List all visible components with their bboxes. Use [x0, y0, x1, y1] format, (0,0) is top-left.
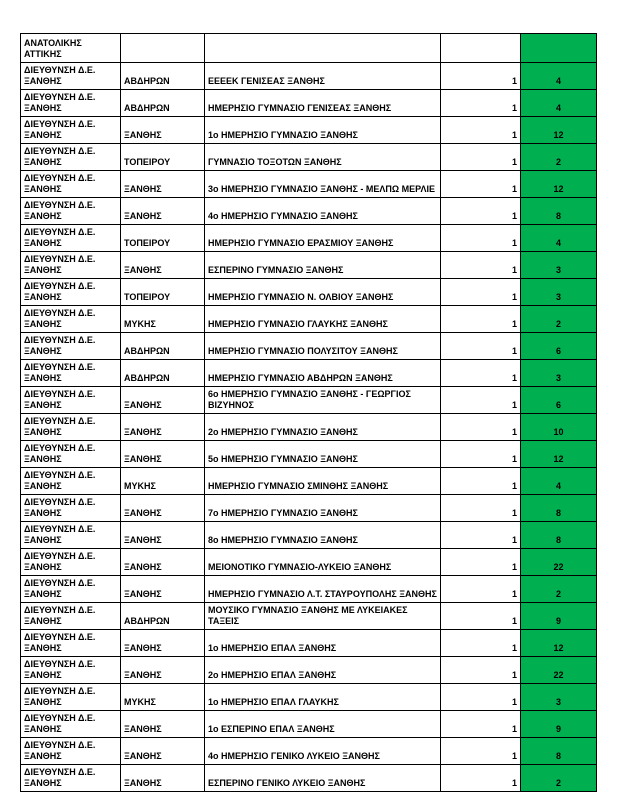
cell-municipality: ΞΑΝΘΗΣ: [121, 738, 205, 765]
table-row: [21, 684, 597, 711]
cell-school: 3ο ΗΜΕΡΗΣΙΟ ΓΥΜΝΑΣΙΟ ΞΑΝΘΗΣ - ΜΕΛΠΩ ΜΕΡΛΙΕ: [205, 171, 441, 198]
table-row: [21, 495, 597, 522]
cell-value: [521, 34, 597, 63]
cell-count: 1: [441, 198, 521, 225]
cell-count: 1: [441, 117, 521, 144]
table-row: [21, 711, 597, 738]
cell-school: ΓΥΜΝΑΣΙΟ ΤΟΞΟΤΩΝ ΞΑΝΘΗΣ: [205, 144, 441, 171]
cell-municipality: ΤΟΠΕΙΡΟΥ: [121, 279, 205, 306]
cell-school: 4ο ΗΜΕΡΗΣΙΟ ΓΕΝΙΚΟ ΛΥΚΕΙΟ ΞΑΝΘΗΣ: [205, 738, 441, 765]
table-row: [21, 90, 597, 117]
table-row: [21, 765, 597, 792]
cell-municipality: ΜΥΚΗΣ: [121, 684, 205, 711]
cell-school: ΜΟΥΣΙΚΟ ΓΥΜΝΑΣΙΟ ΞΑΝΘΗΣ ΜΕ ΛΥΚΕΙΑΚΕΣ ΤΑΞΕΙΣ: [205, 603, 441, 630]
cell-count: 1: [441, 414, 521, 441]
cell-value: 8: [521, 495, 597, 522]
cell-directorate: ΔΙΕΥΘΥΝΣΗ Δ.Ε. ΞΑΝΘΗΣ: [21, 657, 121, 684]
cell-municipality: ΞΑΝΘΗΣ: [121, 549, 205, 576]
cell-school: 1ο ΗΜΕΡΗΣΙΟ ΓΥΜΝΑΣΙΟ ΞΑΝΘΗΣ: [205, 117, 441, 144]
cell-school: 8ο ΗΜΕΡΗΣΙΟ ΓΥΜΝΑΣΙΟ ΞΑΝΘΗΣ: [205, 522, 441, 549]
cell-municipality: ΞΑΝΘΗΣ: [121, 441, 205, 468]
table-body: [21, 34, 597, 792]
cell-municipality: ΞΑΝΘΗΣ: [121, 657, 205, 684]
cell-count: 1: [441, 576, 521, 603]
cell-directorate: ΔΙΕΥΘΥΝΣΗ Δ.Ε. ΞΑΝΘΗΣ: [21, 360, 121, 387]
cell-directorate: ΔΙΕΥΘΥΝΣΗ Δ.Ε. ΞΑΝΘΗΣ: [21, 90, 121, 117]
table-row: [21, 657, 597, 684]
cell-count: 1: [441, 711, 521, 738]
table-row: [21, 360, 597, 387]
cell-value: 4: [521, 90, 597, 117]
cell-directorate: ΔΙΕΥΘΥΝΣΗ Δ.Ε. ΞΑΝΘΗΣ: [21, 414, 121, 441]
cell-school: 5ο ΗΜΕΡΗΣΙΟ ΓΥΜΝΑΣΙΟ ΞΑΝΘΗΣ: [205, 441, 441, 468]
cell-municipality: ΑΒΔΗΡΩΝ: [121, 90, 205, 117]
cell-count: 1: [441, 333, 521, 360]
cell-directorate: ΔΙΕΥΘΥΝΣΗ Δ.Ε. ΞΑΝΘΗΣ: [21, 441, 121, 468]
table-row: [21, 603, 597, 630]
cell-municipality: ΞΑΝΘΗΣ: [121, 171, 205, 198]
cell-school: 4ο ΗΜΕΡΗΣΙΟ ΓΥΜΝΑΣΙΟ ΞΑΝΘΗΣ: [205, 198, 441, 225]
cell-value: 8: [521, 522, 597, 549]
cell-value: 9: [521, 603, 597, 630]
cell-school: ΗΜΕΡΗΣΙΟ ΓΥΜΝΑΣΙΟ Λ.Τ. ΣΤΑΥΡΟΥΠΟΛΗΣ ΞΑΝΘΗΣ: [205, 576, 441, 603]
table-row: [21, 549, 597, 576]
table-row: [21, 171, 597, 198]
cell-municipality: ΞΑΝΘΗΣ: [121, 414, 205, 441]
cell-count: 1: [441, 387, 521, 414]
table-row: [21, 468, 597, 495]
cell-directorate: ΔΙΕΥΘΥΝΣΗ Δ.Ε. ΞΑΝΘΗΣ: [21, 495, 121, 522]
cell-directorate: ΔΙΕΥΘΥΝΣΗ Δ.Ε. ΞΑΝΘΗΣ: [21, 549, 121, 576]
cell-value: 22: [521, 657, 597, 684]
cell-municipality: ΜΥΚΗΣ: [121, 468, 205, 495]
cell-municipality: ΑΒΔΗΡΩΝ: [121, 603, 205, 630]
cell-count: 1: [441, 630, 521, 657]
cell-school: ΕΕΕΕΚ ΓΕΝΙΣΕΑΣ ΞΑΝΘΗΣ: [205, 63, 441, 90]
cell-count: 1: [441, 549, 521, 576]
cell-directorate: ΔΙΕΥΘΥΝΣΗ Δ.Ε. ΞΑΝΘΗΣ: [21, 603, 121, 630]
cell-value: 10: [521, 414, 597, 441]
cell-count: 1: [441, 495, 521, 522]
cell-directorate: ΑΝΑΤΟΛΙΚΗΣ ΑΤΤΙΚΗΣ: [21, 34, 121, 63]
cell-count: 1: [441, 360, 521, 387]
cell-municipality: ΞΑΝΘΗΣ: [121, 576, 205, 603]
cell-municipality: ΞΑΝΘΗΣ: [121, 387, 205, 414]
cell-directorate: ΔΙΕΥΘΥΝΣΗ Δ.Ε. ΞΑΝΘΗΣ: [21, 630, 121, 657]
cell-school: 2ο ΗΜΕΡΗΣΙΟ ΕΠΑΛ ΞΑΝΘΗΣ: [205, 657, 441, 684]
cell-directorate: ΔΙΕΥΘΥΝΣΗ Δ.Ε. ΞΑΝΘΗΣ: [21, 198, 121, 225]
table-row: [21, 576, 597, 603]
cell-school: ΜΕΙΟΝΟΤΙΚΟ ΓΥΜΝΑΣΙΟ-ΛΥΚΕΙΟ ΞΑΝΘΗΣ: [205, 549, 441, 576]
table-row: [21, 387, 597, 414]
cell-value: 3: [521, 684, 597, 711]
cell-count: 1: [441, 279, 521, 306]
cell-value: 12: [521, 630, 597, 657]
table-row: [21, 441, 597, 468]
cell-count: 1: [441, 522, 521, 549]
cell-value: 4: [521, 63, 597, 90]
cell-municipality: ΑΒΔΗΡΩΝ: [121, 63, 205, 90]
cell-value: 2: [521, 576, 597, 603]
cell-directorate: ΔΙΕΥΘΥΝΣΗ Δ.Ε. ΞΑΝΘΗΣ: [21, 117, 121, 144]
cell-count: 1: [441, 603, 521, 630]
cell-municipality: ΞΑΝΘΗΣ: [121, 630, 205, 657]
cell-school: ΗΜΕΡΗΣΙΟ ΓΥΜΝΑΣΙΟ Ν. ΟΛΒΙΟΥ ΞΑΝΘΗΣ: [205, 279, 441, 306]
cell-directorate: ΔΙΕΥΘΥΝΣΗ Δ.Ε. ΞΑΝΘΗΣ: [21, 333, 121, 360]
cell-value: 12: [521, 117, 597, 144]
cell-directorate: ΔΙΕΥΘΥΝΣΗ Δ.Ε. ΞΑΝΘΗΣ: [21, 171, 121, 198]
cell-municipality: ΤΟΠΕΙΡΟΥ: [121, 144, 205, 171]
table-row: [21, 738, 597, 765]
cell-value: 2: [521, 306, 597, 333]
table-row: [21, 63, 597, 90]
cell-directorate: ΔΙΕΥΘΥΝΣΗ Δ.Ε. ΞΑΝΘΗΣ: [21, 576, 121, 603]
cell-school: ΗΜΕΡΗΣΙΟ ΓΥΜΝΑΣΙΟ ΣΜΙΝΘΗΣ ΞΑΝΘΗΣ: [205, 468, 441, 495]
cell-municipality: ΤΟΠΕΙΡΟΥ: [121, 225, 205, 252]
cell-municipality: ΑΒΔΗΡΩΝ: [121, 360, 205, 387]
cell-municipality: ΑΒΔΗΡΩΝ: [121, 333, 205, 360]
table-row: [21, 414, 597, 441]
cell-school: [205, 34, 441, 63]
school-vacancies-table: [20, 33, 597, 792]
cell-count: 1: [441, 144, 521, 171]
cell-municipality: ΞΑΝΘΗΣ: [121, 765, 205, 792]
cell-school: 2ο ΗΜΕΡΗΣΙΟ ΓΥΜΝΑΣΙΟ ΞΑΝΘΗΣ: [205, 414, 441, 441]
cell-directorate: ΔΙΕΥΘΥΝΣΗ Δ.Ε. ΞΑΝΘΗΣ: [21, 252, 121, 279]
cell-value: 9: [521, 711, 597, 738]
cell-value: 2: [521, 144, 597, 171]
cell-value: 12: [521, 171, 597, 198]
cell-directorate: ΔΙΕΥΘΥΝΣΗ Δ.Ε. ΞΑΝΘΗΣ: [21, 279, 121, 306]
cell-count: 1: [441, 252, 521, 279]
cell-municipality: ΜΥΚΗΣ: [121, 306, 205, 333]
table-row: [21, 522, 597, 549]
cell-value: 3: [521, 279, 597, 306]
table-row: [21, 279, 597, 306]
cell-count: 1: [441, 90, 521, 117]
cell-count: 1: [441, 657, 521, 684]
cell-school: 7ο ΗΜΕΡΗΣΙΟ ΓΥΜΝΑΣΙΟ ΞΑΝΘΗΣ: [205, 495, 441, 522]
cell-count: 1: [441, 441, 521, 468]
cell-directorate: ΔΙΕΥΘΥΝΣΗ Δ.Ε. ΞΑΝΘΗΣ: [21, 765, 121, 792]
cell-value: 8: [521, 198, 597, 225]
table-row: [21, 333, 597, 360]
cell-count: 1: [441, 765, 521, 792]
table-row: [21, 252, 597, 279]
cell-school: 1ο ΗΜΕΡΗΣΙΟ ΕΠΑΛ ΓΛΑΥΚΗΣ: [205, 684, 441, 711]
cell-value: 4: [521, 468, 597, 495]
cell-directorate: ΔΙΕΥΘΥΝΣΗ Δ.Ε. ΞΑΝΘΗΣ: [21, 711, 121, 738]
cell-municipality: ΞΑΝΘΗΣ: [121, 495, 205, 522]
cell-value: 3: [521, 360, 597, 387]
cell-directorate: ΔΙΕΥΘΥΝΣΗ Δ.Ε. ΞΑΝΘΗΣ: [21, 225, 121, 252]
cell-count: 1: [441, 468, 521, 495]
cell-value: 8: [521, 738, 597, 765]
cell-value: 6: [521, 387, 597, 414]
cell-municipality: [121, 34, 205, 63]
cell-school: ΕΣΠΕΡΙΝΟ ΓΥΜΝΑΣΙΟ ΞΑΝΘΗΣ: [205, 252, 441, 279]
cell-directorate: ΔΙΕΥΘΥΝΣΗ Δ.Ε. ΞΑΝΘΗΣ: [21, 63, 121, 90]
cell-value: 2: [521, 765, 597, 792]
cell-directorate: ΔΙΕΥΘΥΝΣΗ Δ.Ε. ΞΑΝΘΗΣ: [21, 738, 121, 765]
cell-school: ΗΜΕΡΗΣΙΟ ΓΥΜΝΑΣΙΟ ΓΛΑΥΚΗΣ ΞΑΝΘΗΣ: [205, 306, 441, 333]
cell-value: 12: [521, 441, 597, 468]
cell-school: 6ο ΗΜΕΡΗΣΙΟ ΓΥΜΝΑΣΙΟ ΞΑΝΘΗΣ - ΓΕΩΡΓΙΟΣ ΒΙΖΥΗΝΟΣ: [205, 387, 441, 414]
cell-municipality: ΞΑΝΘΗΣ: [121, 522, 205, 549]
cell-school: ΗΜΕΡΗΣΙΟ ΓΥΜΝΑΣΙΟ ΑΒΔΗΡΩΝ ΞΑΝΘΗΣ: [205, 360, 441, 387]
cell-count: [441, 34, 521, 63]
cell-municipality: ΞΑΝΘΗΣ: [121, 198, 205, 225]
table-row: [21, 630, 597, 657]
cell-value: 22: [521, 549, 597, 576]
cell-count: 1: [441, 171, 521, 198]
cell-value: 3: [521, 252, 597, 279]
table-row: [21, 306, 597, 333]
table-row: [21, 34, 597, 63]
cell-school: ΗΜΕΡΗΣΙΟ ΓΥΜΝΑΣΙΟ ΠΟΛΥΣΙΤΟΥ ΞΑΝΘΗΣ: [205, 333, 441, 360]
cell-count: 1: [441, 225, 521, 252]
cell-count: 1: [441, 738, 521, 765]
cell-school: 1ο ΕΣΠΕΡΙΝΟ ΕΠΑΛ ΞΑΝΘΗΣ: [205, 711, 441, 738]
table-row: [21, 198, 597, 225]
table-row: [21, 117, 597, 144]
cell-directorate: ΔΙΕΥΘΥΝΣΗ Δ.Ε. ΞΑΝΘΗΣ: [21, 306, 121, 333]
table-row: [21, 144, 597, 171]
cell-directorate: ΔΙΕΥΘΥΝΣΗ Δ.Ε. ΞΑΝΘΗΣ: [21, 522, 121, 549]
cell-count: 1: [441, 684, 521, 711]
cell-school: 1ο ΗΜΕΡΗΣΙΟ ΕΠΑΛ ΞΑΝΘΗΣ: [205, 630, 441, 657]
cell-municipality: ΞΑΝΘΗΣ: [121, 711, 205, 738]
cell-school: ΗΜΕΡΗΣΙΟ ΓΥΜΝΑΣΙΟ ΕΡΑΣΜΙΟΥ ΞΑΝΘΗΣ: [205, 225, 441, 252]
cell-municipality: ΞΑΝΘΗΣ: [121, 252, 205, 279]
cell-directorate: ΔΙΕΥΘΥΝΣΗ Δ.Ε. ΞΑΝΘΗΣ: [21, 684, 121, 711]
cell-value: 4: [521, 225, 597, 252]
cell-directorate: ΔΙΕΥΘΥΝΣΗ Δ.Ε. ΞΑΝΘΗΣ: [21, 468, 121, 495]
cell-directorate: ΔΙΕΥΘΥΝΣΗ Δ.Ε. ΞΑΝΘΗΣ: [21, 387, 121, 414]
cell-count: 1: [441, 306, 521, 333]
cell-school: ΕΣΠΕΡΙΝΟ ΓΕΝΙΚΟ ΛΥΚΕΙΟ ΞΑΝΘΗΣ: [205, 765, 441, 792]
cell-directorate: ΔΙΕΥΘΥΝΣΗ Δ.Ε. ΞΑΝΘΗΣ: [21, 144, 121, 171]
cell-municipality: ΞΑΝΘΗΣ: [121, 117, 205, 144]
cell-count: 1: [441, 63, 521, 90]
cell-school: ΗΜΕΡΗΣΙΟ ΓΥΜΝΑΣΙΟ ΓΕΝΙΣΕΑΣ ΞΑΝΘΗΣ: [205, 90, 441, 117]
table-row: [21, 225, 597, 252]
cell-value: 6: [521, 333, 597, 360]
